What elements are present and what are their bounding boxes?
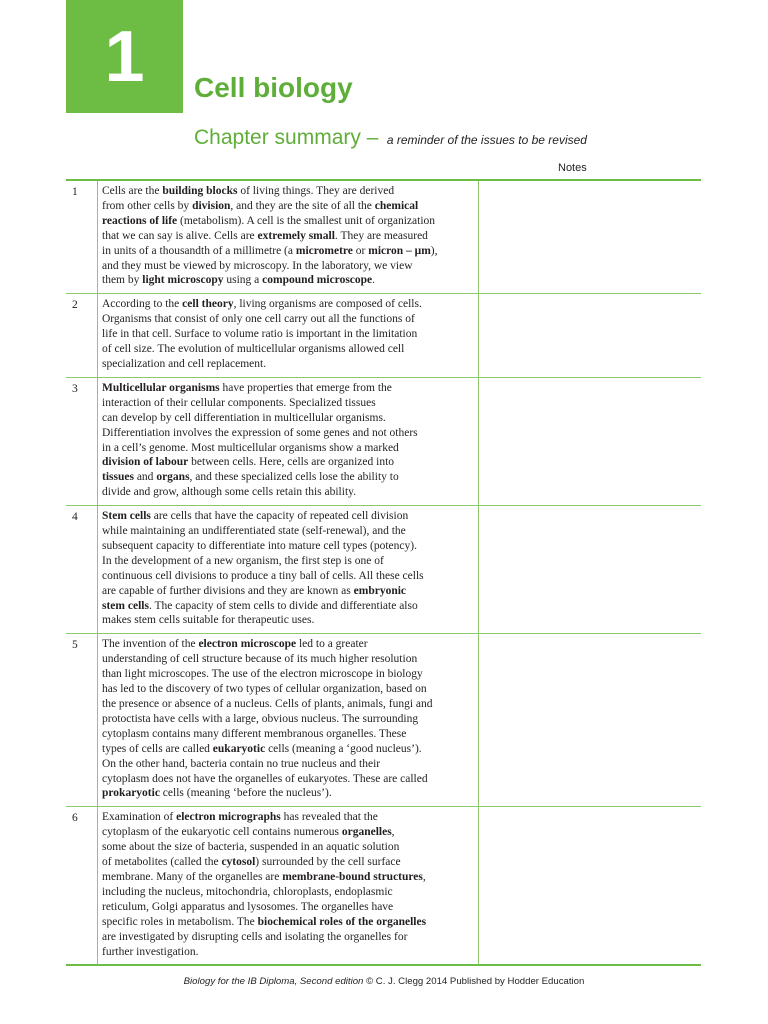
notes-column-header: Notes — [558, 162, 587, 174]
summary-row — [66, 807, 701, 966]
notes-cell[interactable] — [479, 634, 702, 807]
summary-heading-sub: a reminder of the issues to be revised — [386, 133, 587, 147]
summary-row — [66, 506, 701, 634]
summary-row — [66, 180, 701, 294]
notes-cell[interactable] — [479, 506, 702, 634]
row-number: 1 — [66, 180, 98, 294]
summary-heading — [194, 126, 587, 150]
row-number: 3 — [66, 377, 98, 505]
footer-book-title: Biology for the IB Diploma, Second edition — [183, 976, 364, 987]
notes-cell[interactable] — [479, 807, 702, 966]
row-number: 4 — [66, 506, 98, 634]
footer-copyright: © C. J. Clegg 2014 Published by Hodder Education — [366, 976, 585, 987]
row-summary-text: Multicellular organisms have properties that emerge from the interaction of their cellular components. Specialized tissues can develop by cell differentiation in multicellular organisms. Differentiation involves the expression of some genes and not others in a cell’s genome. Most multicellular organisms show a marked division of labour between cells. Here, cells are organized into tissues and organs, and these specialized cells lose the ability to divide and grow, although some cells retain this ability. — [98, 377, 479, 505]
row-number: 6 — [66, 807, 98, 966]
chapter-number-box — [66, 0, 183, 113]
page-footer — [0, 976, 768, 987]
row-summary-text: Examination of electron micrographs has revealed that the cytoplasm of the eukaryotic cell contains numerous organelles, some about the size of bacteria, suspended in an aquatic solution of metabolites (called the cytosol) surrounded by the cell surface membrane. Many of the organelles are membrane-bound structures, including the nucleus, mitochondria, chloroplasts, endoplasmic reticulum, Golgi apparatus and lysosomes. The organelles have specific roles in metabolism. The biochemical roles of the organelles are investigated by disrupting cells and isolating the organelles for further investigation. — [98, 807, 479, 966]
notes-cell[interactable] — [479, 377, 702, 505]
summary-row — [66, 634, 701, 807]
summary-table — [66, 179, 701, 966]
summary-heading-main: Chapter summary – — [194, 126, 379, 149]
row-number: 2 — [66, 294, 98, 378]
summary-row — [66, 377, 701, 505]
summary-row — [66, 294, 701, 378]
row-summary-text: Cells are the building blocks of living things. They are derived from other cells by division, and they are the site of all the chemical reactions of life (metabolism). A cell is the smallest unit of organization that we can say is alive. Cells are extremely small. They are measured in units of a thousandth of a millimetre (a micrometre or micron – μm), and they must be viewed by microscopy. In the laboratory, we view them by light microscopy using a compound microscope. — [98, 180, 479, 294]
row-summary-text: The invention of the electron microscope led to a greater understanding of cell structure because of its much higher resolution than light microscopes. The use of the electron microscope in biology has led to the discovery of two types of cellular organization, based on the presence or absence of a nucleus. Cells of plants, animals, fungi and protoctista have cells with a large, obvious nucleus. The surrounding cytoplasm contains many different membranous organelles. These types of cells are called eukaryotic cells (meaning a ‘good nucleus’). On the other hand, bacteria contain no true nucleus and their cytoplasm does not have the organelles of eukaryotes. These are called prokaryotic cells (meaning ‘before the nucleus’). — [98, 634, 479, 807]
chapter-title: Cell biology — [194, 72, 353, 103]
row-summary-text: According to the cell theory, living organisms are composed of cells. Organisms that consist of only one cell carry out all the functions of life in that cell. Surface to volume ratio is important in the limitation of cell size. The evolution of multicellular organisms allowed cell specialization and cell replacement. — [98, 294, 479, 378]
row-summary-text: Stem cells are cells that have the capacity of repeated cell division while maintaining an undifferentiated state (self-renewal), and the subsequent capacity to differentiate into mature cell types (potency). In the development of a new organism, the first step is one of continuous cell divisions to produce a tiny ball of cells. All these cells are capable of further divisions and they are known as embryonic stem cells. The capacity of stem cells to divide and differentiate also makes stem cells suitable for therapeutic uses. — [98, 506, 479, 634]
notes-cell[interactable] — [479, 180, 702, 294]
row-number: 5 — [66, 634, 98, 807]
notes-cell[interactable] — [479, 294, 702, 378]
chapter-number: 1 — [104, 16, 145, 97]
